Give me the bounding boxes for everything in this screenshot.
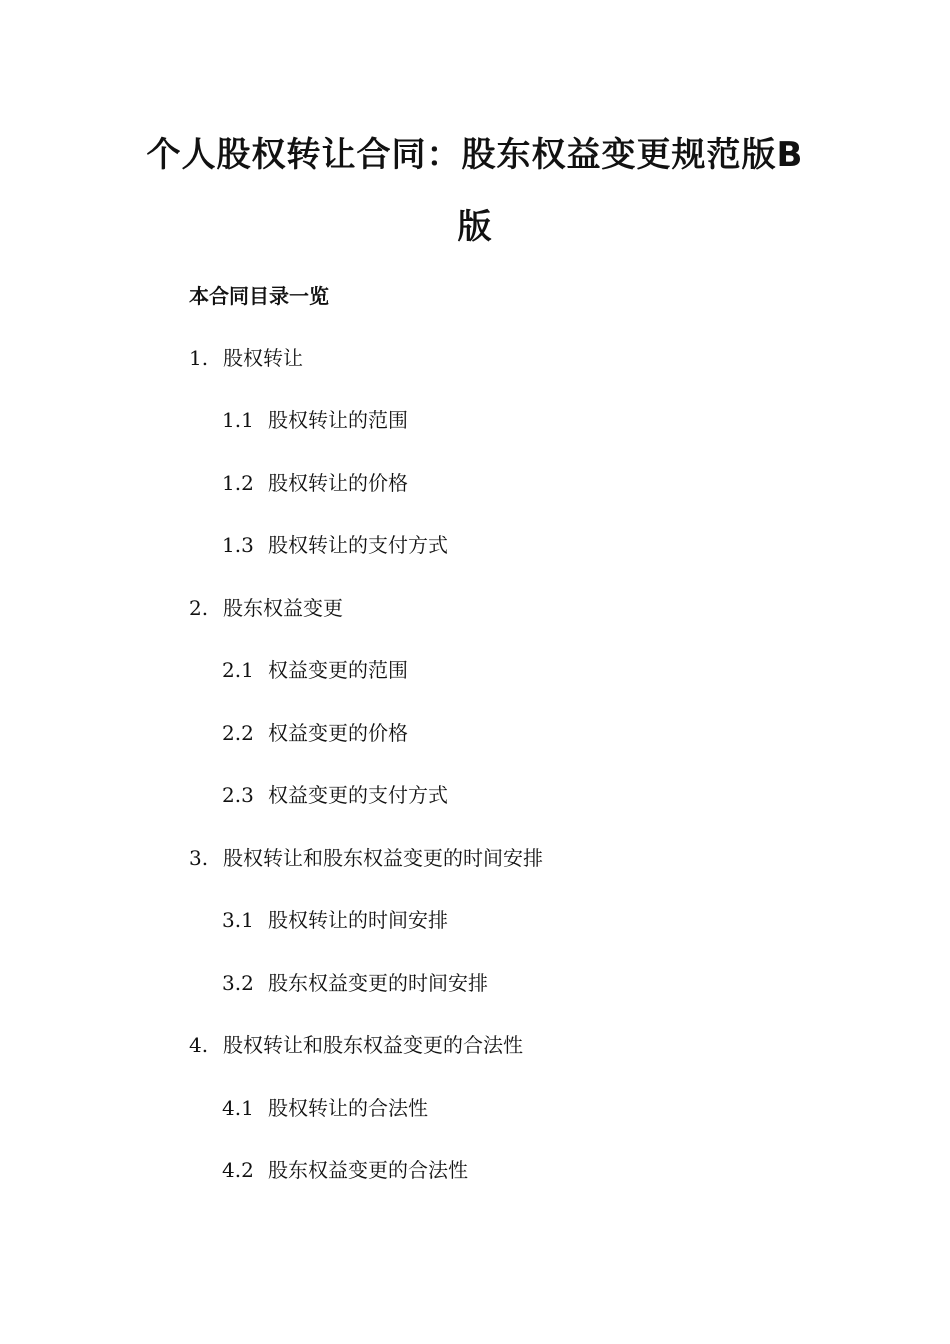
toc-item-text: 股权转让的范围 [268, 408, 408, 432]
toc-item-number: 2. [189, 596, 209, 620]
toc-item [222, 1095, 428, 1121]
toc-item-text: 股权转让和股东权益变更的时间安排 [223, 846, 543, 870]
toc-item-text: 股权转让的价格 [268, 471, 408, 495]
toc-item [222, 720, 408, 746]
toc-item-text: 股权转让的支付方式 [268, 533, 448, 557]
toc-item-number: 4. [189, 1033, 209, 1057]
toc-item [222, 407, 408, 433]
toc-item [222, 782, 448, 808]
toc-item-text: 股权转让和股东权益变更的合法性 [223, 1033, 523, 1057]
toc-item [222, 1157, 468, 1183]
toc-item-number: 2.3 [222, 783, 254, 807]
document-title-line1: 个人股权转让合同：股东权益变更规范版B [146, 135, 804, 175]
toc-item [222, 907, 448, 933]
toc-item-number: 3.2 [222, 971, 254, 995]
toc-item [189, 1032, 523, 1058]
toc-item-text: 股东权益变更 [223, 596, 343, 620]
toc-item-text: 权益变更的范围 [268, 658, 408, 682]
toc-item-number: 3.1 [222, 908, 254, 932]
toc-item-number: 2.2 [222, 721, 254, 745]
toc-item [222, 970, 488, 996]
toc-item-number: 1.1 [222, 408, 254, 432]
toc-item-number: 2.1 [222, 658, 254, 682]
toc-item-text: 股权转让的时间安排 [268, 908, 448, 932]
document-title-line2: 版 [457, 207, 493, 247]
toc-item-number: 4.1 [222, 1096, 254, 1120]
toc-item [222, 657, 408, 683]
toc-item [189, 345, 303, 371]
toc-item-text: 股东权益变更的时间安排 [268, 971, 488, 995]
toc-item-text: 权益变更的支付方式 [268, 783, 448, 807]
toc-item-number: 1.3 [222, 533, 254, 557]
toc-item-text: 股东权益变更的合法性 [268, 1158, 468, 1182]
toc-item-number: 1. [189, 346, 209, 370]
toc-item-text: 权益变更的价格 [268, 721, 408, 745]
toc-item [189, 595, 343, 621]
toc-item [189, 845, 543, 871]
toc-item-text: 股权转让 [223, 346, 303, 370]
toc-item-number: 1.2 [222, 471, 254, 495]
toc-item [222, 532, 448, 558]
toc-item [222, 470, 408, 496]
toc-heading: 本合同目录一览 [189, 284, 329, 308]
toc-item-number: 4.2 [222, 1158, 254, 1182]
toc-item-number: 3. [189, 846, 209, 870]
toc-item-text: 股权转让的合法性 [268, 1096, 428, 1120]
